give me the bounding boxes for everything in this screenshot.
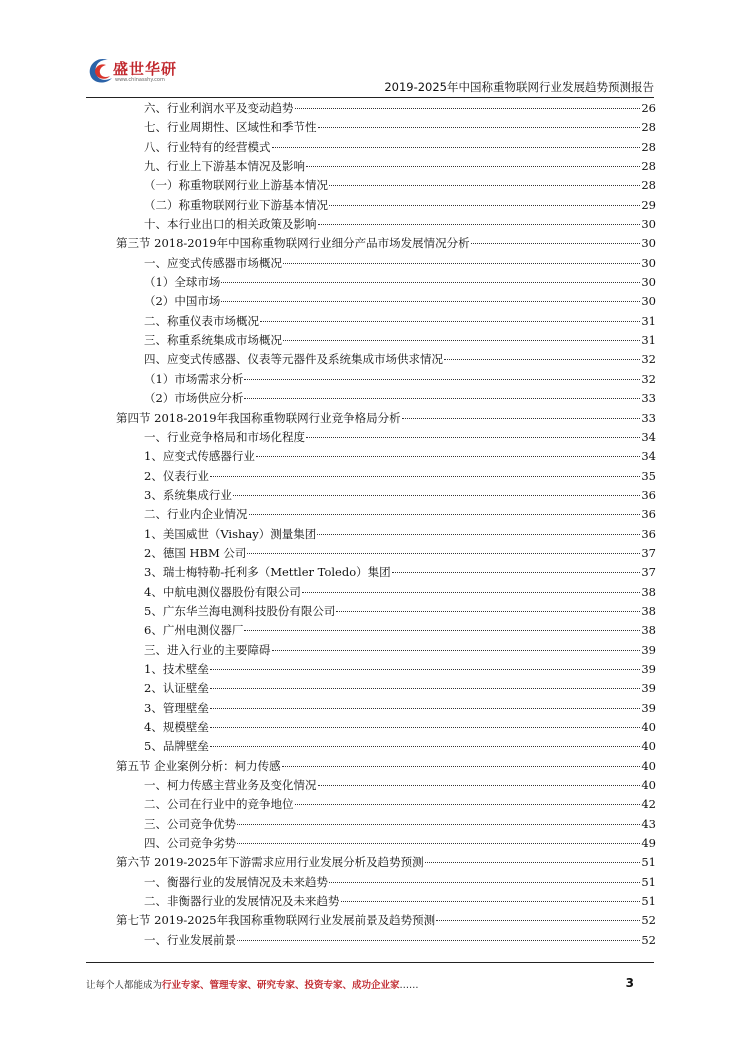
toc-entry-page: 37 (641, 545, 656, 560)
toc-leader-dots (237, 812, 640, 825)
toc-leader-dots (283, 328, 640, 341)
toc-entry-title: 2、仪表行业 (144, 468, 209, 483)
toc-leader-dots (244, 618, 640, 631)
toc-entry-page: 35 (641, 468, 656, 483)
toc-leader-dots (318, 115, 641, 128)
toc-entry-page: 29 (641, 197, 656, 212)
toc-entry-title: 第四节 2018-2019年我国称重物联网行业竞争格局分析 (116, 410, 401, 425)
toc-leader-dots (341, 889, 641, 902)
toc-leader-dots (221, 270, 640, 283)
footer-slogan-suffix: …… (399, 980, 419, 991)
toc-entry-title: 3、管理壁垒 (144, 700, 209, 715)
toc-entry-page: 39 (641, 700, 656, 715)
toc-entry-title: 2、认证壁垒 (144, 681, 209, 696)
toc-entry-title: 1、应变式传感器行业 (144, 449, 255, 464)
toc-entry-title: 1、技术壁垒 (144, 661, 209, 676)
toc-entry[interactable] (116, 931, 656, 950)
toc-leader-dots (282, 754, 641, 767)
toc-entry-page: 39 (641, 642, 656, 657)
toc-leader-dots (329, 870, 640, 883)
toc-entry-page: 51 (641, 855, 656, 870)
toc-entry-page: 40 (641, 720, 656, 734)
toc-entry-title: 一、行业发展前景 (144, 932, 236, 947)
toc-leader-dots (306, 154, 640, 167)
toc-entry-page: 37 (641, 565, 656, 580)
toc-entry-title: 三、称重系统集成市场概况 (144, 333, 282, 348)
toc-leader-dots (244, 367, 640, 380)
page-footer (86, 962, 654, 1003)
toc-entry-page: 39 (641, 661, 656, 676)
toc-leader-dots (444, 347, 640, 360)
toc-leader-dots (272, 135, 641, 148)
toc-entry-page: 43 (641, 816, 656, 831)
toc-leader-dots (210, 715, 641, 728)
toc-entry-title: 2、德国 HBM 公司 (144, 545, 247, 560)
toc-leader-dots (210, 464, 641, 477)
toc-entry-title: 七、行业周期性、区域性和季节性 (144, 120, 317, 135)
toc-entry-page: 32 (641, 352, 656, 367)
toc-entry-page: 38 (641, 623, 656, 638)
toc-leader-dots (392, 560, 641, 573)
toc-entry-title: （二）称重物联网行业下游基本情况 (144, 197, 328, 212)
toc-entry-page: 36 (641, 526, 656, 541)
toc-entry-title: 一、应变式传感器市场概况 (144, 255, 282, 270)
toc-entry-title: 二、行业内企业情况 (144, 507, 248, 522)
toc-entry-title: （一）称重物联网行业上游基本情况 (144, 178, 328, 193)
toc-leader-dots (329, 173, 640, 186)
toc-entry-title: 九、行业上下游基本情况及影响 (144, 159, 305, 174)
toc-entry-page: 30 (641, 255, 656, 270)
toc-entry-title: 六、行业利润水平及变动趋势 (144, 101, 294, 115)
toc-entry-title: 三、进入行业的主要障碍 (144, 642, 271, 657)
toc-entry-title: （1）市场需求分析 (144, 371, 244, 386)
document-title: 2019-2025年中国称重物联网行业发展趋势预测报告 (384, 80, 654, 94)
toc-entry-page: 28 (641, 178, 656, 193)
toc-entry-title: 第五节 企业案例分析：柯力传感 (116, 758, 281, 773)
toc-entry-title: 第六节 2019-2025年下游需求应用行业发展分析及趋势预测 (116, 855, 424, 870)
toc-leader-dots (249, 502, 641, 515)
toc-leader-dots (237, 928, 640, 941)
table-of-contents (116, 99, 656, 950)
toc-leader-dots (306, 425, 640, 438)
toc-leader-dots (247, 541, 640, 554)
toc-leader-dots (318, 773, 641, 786)
page-header (86, 52, 654, 98)
toc-entry-page: 36 (641, 507, 656, 522)
company-logo (86, 54, 206, 92)
toc-entry-title: 二、公司在行业中的竞争地位 (144, 797, 294, 812)
toc-entry-title: （1）全球市场 (144, 275, 221, 290)
toc-leader-dots (210, 676, 641, 689)
toc-leader-dots (233, 483, 641, 496)
toc-entry-page: 40 (641, 778, 656, 793)
toc-entry-page: 52 (641, 932, 656, 947)
toc-entry-page: 52 (641, 913, 656, 928)
toc-leader-dots (237, 831, 640, 844)
toc-entry-page: 33 (641, 410, 656, 425)
toc-entry-title: 第七节 2019-2025年我国称重物联网行业发展前景及趋势预测 (116, 913, 436, 928)
toc-entry-page: 32 (641, 371, 656, 386)
toc-leader-dots (336, 599, 640, 612)
toc-entry-page: 30 (641, 294, 656, 309)
toc-entry-title: 4、中航电测仪器股份有限公司 (144, 584, 301, 599)
toc-entry-title: 4、规模壁垒 (144, 720, 209, 734)
toc-entry-title: 三、公司竞争优势 (144, 816, 236, 831)
toc-entry-page: 28 (641, 159, 656, 174)
toc-entry-page: 40 (641, 739, 656, 754)
toc-entry-page: 28 (641, 120, 656, 135)
toc-leader-dots (425, 850, 641, 863)
page-number: 3 (625, 976, 634, 990)
toc-entry-title: 二、称重仪表市场概况 (144, 313, 259, 328)
toc-entry-title: 二、非衡器行业的发展情况及未来趋势 (144, 894, 340, 909)
toc-entry-page: 34 (641, 429, 656, 444)
toc-leader-dots (318, 212, 641, 225)
logo-text: 盛世华研 (113, 60, 178, 78)
toc-leader-dots (210, 696, 641, 709)
toc-entry-title: 一、行业竞争格局和市场化程度 (144, 429, 305, 444)
toc-entry-page: 40 (641, 758, 656, 773)
toc-entry-title: 四、公司竞争劣势 (144, 836, 236, 851)
toc-leader-dots (260, 309, 640, 322)
toc-entry-page: 30 (641, 275, 656, 290)
toc-entry-page: 38 (641, 603, 656, 618)
toc-leader-dots (256, 444, 641, 457)
toc-entry-title: 一、柯力传感主营业务及变化情况 (144, 778, 317, 793)
toc-leader-dots (210, 657, 641, 670)
toc-leader-dots (272, 638, 641, 651)
toc-leader-dots (295, 96, 641, 109)
toc-entry-page: 49 (641, 836, 656, 851)
toc-entry-page: 51 (641, 894, 656, 909)
toc-entry-title: 5、广东华兰海电测科技股份有限公司 (144, 603, 336, 618)
toc-entry-page: 36 (641, 487, 656, 502)
toc-entry-title: 6、广州电测仪器厂 (144, 623, 244, 638)
toc-leader-dots (283, 251, 640, 264)
toc-entry-page: 38 (641, 584, 656, 599)
toc-entry-title: 5、品牌壁垒 (144, 739, 209, 754)
toc-entry-title: 1、美国威世（Vishay）测量集团 (144, 526, 317, 541)
toc-entry-title: 3、瑞士梅特勒-托利多（Mettler Toledo）集团 (144, 565, 391, 580)
toc-entry-page: 30 (641, 236, 656, 251)
toc-entry-page: 34 (641, 449, 656, 464)
toc-entry-page: 30 (641, 217, 656, 232)
toc-leader-dots (436, 908, 640, 921)
toc-entry-page: 39 (641, 681, 656, 696)
toc-leader-dots (244, 386, 640, 399)
toc-leader-dots (317, 522, 640, 535)
footer-slogan (86, 977, 419, 991)
toc-entry-page: 33 (641, 391, 656, 406)
toc-leader-dots (210, 734, 641, 747)
logo-subtext: www.chinasshy.com (115, 77, 165, 83)
toc-leader-dots (295, 792, 641, 805)
toc-leader-dots (402, 406, 641, 419)
toc-entry-title: 四、应变式传感器、仪表等元器件及系统集成市场供求情况 (144, 352, 443, 367)
toc-entry-title: （2）中国市场 (144, 294, 221, 309)
footer-slogan-highlight: 行业专家、管理专家、研究专家、投资专家、成功企业家 (162, 980, 400, 991)
toc-entry-page: 31 (641, 313, 656, 328)
toc-entry-page: 31 (641, 333, 656, 348)
footer-slogan-prefix: 让每个人都能成为 (86, 980, 163, 991)
toc-leader-dots (471, 231, 641, 244)
toc-entry-page: 42 (641, 797, 656, 812)
toc-entry-page: 51 (641, 874, 656, 889)
toc-entry-title: 第三节 2018-2019年中国称重物联网行业细分产品市场发展情况分析 (116, 236, 470, 251)
toc-leader-dots (221, 289, 640, 302)
toc-entry-page: 28 (641, 139, 656, 154)
toc-leader-dots (329, 193, 640, 206)
toc-entry-title: （2）市场供应分析 (144, 391, 244, 406)
toc-entry-page: 26 (641, 101, 656, 115)
toc-entry-title: 3、系统集成行业 (144, 487, 232, 502)
toc-leader-dots (302, 580, 641, 593)
toc-entry-title: 十、本行业出口的相关政策及影响 (144, 217, 317, 232)
toc-entry-title: 一、衡器行业的发展情况及未来趋势 (144, 874, 328, 889)
toc-entry-title: 八、行业特有的经营模式 (144, 139, 271, 154)
